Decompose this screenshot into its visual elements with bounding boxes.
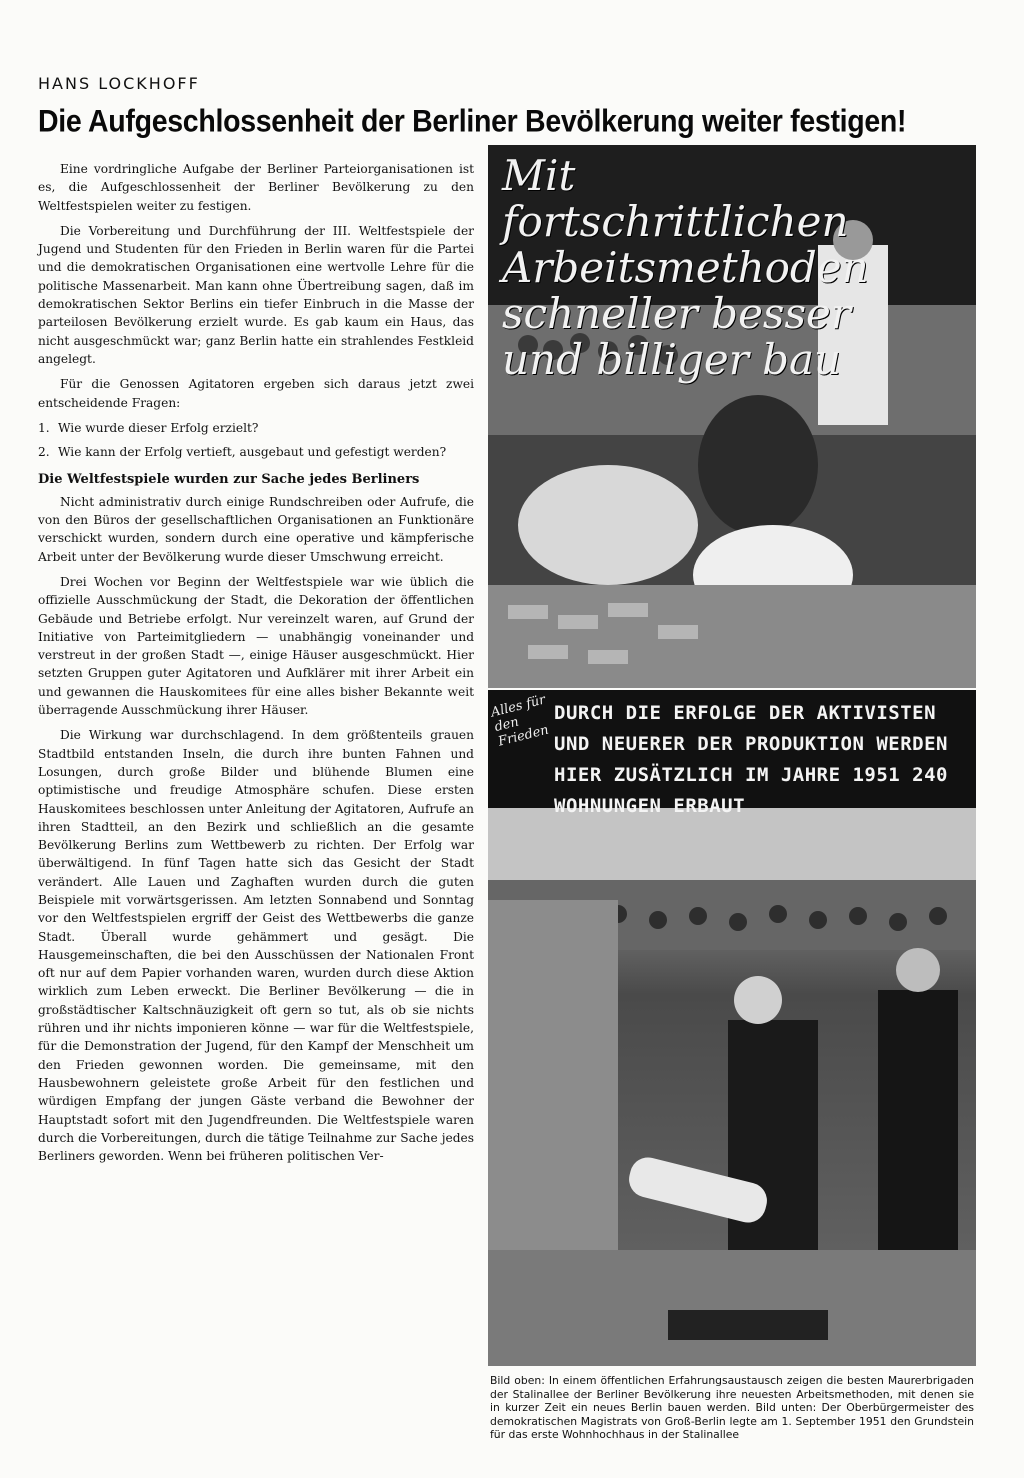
photo-foundation-stone: [488, 690, 976, 1366]
paragraph: Für die Genossen Agitatoren ergeben sich daraus jetzt zwei entscheidende Fragen:: [38, 377, 474, 410]
article-body: [38, 160, 474, 1172]
photo-banner-board: [488, 690, 976, 817]
section-heading: Die Weltfestspiele wurden zur Sache jedes Berliners: [38, 472, 420, 488]
paragraph: Nicht administrativ durch einige Rundschreiben oder Aufrufe, die von den Büros der gesellschaftlichen Organisationen an Funktionäre verschickt wurden, sondern durch eine operative und kämpferische Arbeit unter der Bevölkerung wurde dieser Umschwung erreicht.: [38, 494, 474, 564]
photo-banner-slogan: Mit fortschrittlichen Arbeitsmethoden schneller besser und billiger bau: [502, 151, 869, 384]
paragraph: Eine vordringliche Aufgabe der Berliner Parteiorganisationen ist es, die Aufgeschlossenheit der Berliner Bevölkerung zu den Weltfestspielen weiter zu festigen.: [38, 162, 474, 213]
photo-caption: Bild oben: In einem öffentlichen Erfahrungsaustausch zeigen die besten Maurerbrigaden der Stalinallee der Berliner Bevölkerung ihre neuesten Arbeitsmethoden, mit denen sie in kurzer Zeit ein neues Berlin bauen werden. Bild unten: Der Oberbürgermeister des demokratischen Magistrats von Groß-Berlin legte am 1. September 1951 den Grundstein für das erste Wohnhochhaus in der Stalinallee: [490, 1374, 974, 1442]
paragraph: Die Vorbereitung und Durchführung der III. Weltfestspiele der Jugend und Studenten für den Frieden in Berlin waren für die Partei und die demokratischen Organisationen eine wertvolle Lehre für die politische Massenarbeit. Man kann ohne Übertreibung sagen, daß im demokratischen Sektor Berlins ein tiefer Einbruch in die Masse der parteilosen Bevölkerung erzielt wurde. Es gab kaum ein Haus, das nicht ausgeschmückt war; ganz Berlin hatte ein strahlendes Festkleid angelegt.: [38, 223, 474, 366]
paragraph: Drei Wochen vor Beginn der Weltfestspiele war wie üblich die offizielle Ausschmückung der Stadt, die Dekoration der öffentlichen Gebäude und Betriebe erfolgt. Nur vereinzelt waren, auf Grund der Initiative von Parteimitgliedern — unabhängig voneinander und verstreut in der großen Stadt —, einige Häuser ausgeschmückt. Hier setzten Gruppen guter Agitatoren und Aufklärer mit ihrer Arbeit ein und gewannen die Hauskomitees für eine alles bisher Bekannte weit überragende Ausschmückung ihrer Häuser.: [38, 574, 474, 718]
photo-bricklayers: [488, 145, 976, 688]
question-item: [38, 419, 474, 437]
article-headline: Die Aufgeschlossenheit der Berliner Bevölkerung weiter festigen!: [38, 104, 907, 140]
question-number: 2.: [38, 445, 50, 460]
question-text: Wie wurde dieser Erfolg erzielt?: [58, 420, 259, 435]
question-text: Wie kann der Erfolg vertieft, ausgebaut und gefestigt werden?: [58, 445, 447, 460]
paragraph: Die Wirkung war durchschlagend. In dem größtenteils grauen Stadtbild entstanden Inseln, die durch ihre bunten Fahnen und Losungen, durch große Bilder und blühende Blumen eine optimistische und freudige Atmosphäre schufen. Diese ersten Hauskomitees beschlossen unter Anleitung der Agitatoren, Aufrufe an ihren Stadtteil, an den Bezirk und schließlich an die gesamte Bevölkerung Berlins zum Wettbewerb zu richten. Der Erfolg war überwältigend. In fünf Tagen hatte sich das Gesicht der Stadt verändert. Alle Lauen und Zaghaften wurden durch die guten Beispiele mit vorwärtsgerissen. Am letzten Sonnabend und Sonntag vor den Weltfestspielen ergriff der Geist des Wettbewerbs die ganze Stadt. Überall wurde gehämmert und gesägt. Die Hausgemeinschaften, die bei den Ausschüssen der Nationalen Front oft nur auf dem Papier vorhanden waren, wurden durch diese Aktion wirklich zum Leben erweckt. Die Berliner Bevölkerung — die in großstädtischer Kaltschnäuzigkeit oft gern so tut, als ob sie nichts rühren und ihr nichts imponieren könne — war für die Weltfestspiele, für die Demonstration der Jugend, für den Kampf der Menschheit um den Frieden gewonnen worden. Die gemeinsame, mit den Hausbewohnern geleistete große Arbeit für den festlichen und würdigen Empfang der jungen Gäste verband die Bewohner der Hauptstadt sofort mit den Jugendfreunden. Die Weltfestspiele waren durch die Vorbereitungen, durch die tätige Teilnahme zur Sache jedes Berliners geworden. Wenn bei früheren politischen Ver-: [38, 728, 474, 1164]
question-number: 1.: [38, 420, 50, 435]
banner-slogan: DURCH DIE ERFOLGE DER AKTIVISTEN UND NEUERER DER PRODUKTION WERDEN HIER ZUSÄTZLICH IM JAHRE 1951 240 WOHNUNGEN ERBAUT: [554, 702, 948, 817]
question-item: [38, 443, 474, 461]
banner-motto: Alles für den Frieden: [489, 692, 551, 750]
author-name: HANS LOCKHOFF: [38, 74, 200, 93]
